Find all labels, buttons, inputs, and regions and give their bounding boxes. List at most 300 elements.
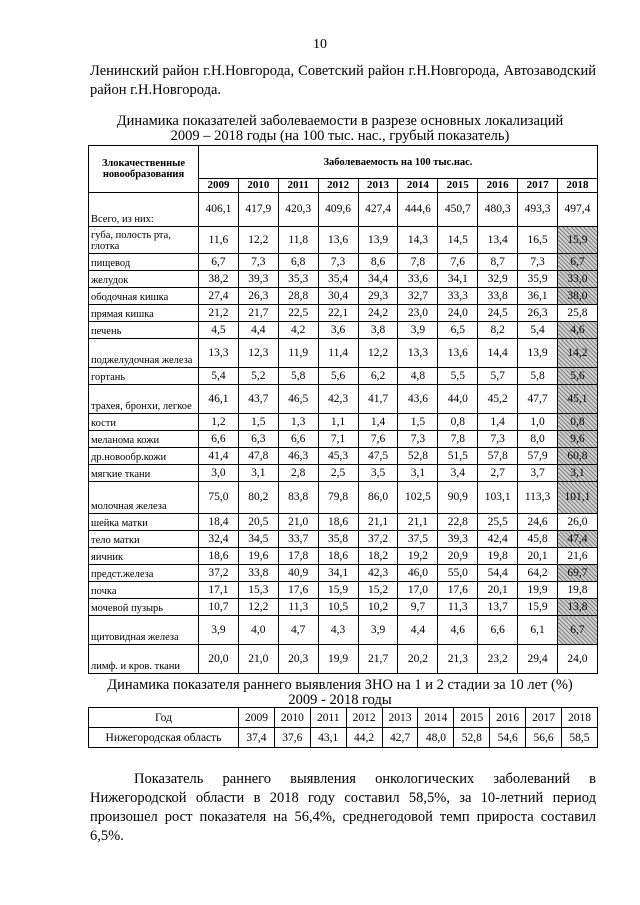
table-row	[89, 448, 598, 465]
value-cell: 0,8	[558, 414, 598, 431]
value-cell: 29,3	[358, 288, 398, 305]
table-row	[89, 548, 598, 565]
value-cell: 13,9	[518, 339, 558, 368]
table-row	[89, 322, 598, 339]
table1-title-line2: 2009 – 2018 годы (на 100 тыс. нас., грубый показатель)	[170, 128, 510, 144]
table-row	[89, 414, 598, 431]
value-cell: 45,8	[518, 531, 558, 548]
value-cell: 3,1	[398, 465, 438, 482]
value-cell: 26,0	[558, 514, 598, 531]
value-cell: 37,4	[239, 728, 275, 748]
value-cell: 5,5	[438, 368, 478, 385]
value-cell: 37,5	[398, 531, 438, 548]
value-cell: 6,2	[358, 368, 398, 385]
table1-title-line1: Динамика показателей заболеваемости в разрезе основных локализаций	[116, 113, 564, 129]
value-cell: 21,1	[398, 514, 438, 531]
value-cell: 4,2	[278, 322, 318, 339]
value-cell: 12,2	[358, 339, 398, 368]
value-cell: 64,2	[518, 565, 558, 582]
value-cell: 5,4	[199, 368, 239, 385]
row-label: прямая кишка	[89, 305, 199, 322]
table-row	[89, 193, 598, 227]
value-cell: 6,6	[199, 431, 239, 448]
year-header-cell: 2017	[526, 708, 562, 728]
table-row	[89, 599, 598, 616]
value-cell: 17,0	[398, 582, 438, 599]
value-cell: 42,3	[318, 385, 358, 414]
row-label: щитовидная железа	[89, 616, 199, 645]
value-cell: 6,7	[199, 254, 239, 271]
value-cell: 3,7	[518, 465, 558, 482]
value-cell: 19,2	[398, 548, 438, 565]
value-cell: 43,7	[238, 385, 278, 414]
value-cell: 33,7	[278, 531, 318, 548]
value-cell: 20,5	[238, 514, 278, 531]
value-cell: 33,6	[398, 271, 438, 288]
value-cell: 34,5	[238, 531, 278, 548]
value-cell: 102,5	[398, 482, 438, 514]
value-cell: 20,1	[478, 582, 518, 599]
value-cell: 13,6	[318, 227, 358, 254]
value-cell: 6,5	[438, 322, 478, 339]
value-cell: 25,5	[478, 514, 518, 531]
table-row	[89, 227, 598, 254]
table-row	[89, 339, 598, 368]
value-cell: 21,0	[238, 645, 278, 674]
value-cell: 22,8	[438, 514, 478, 531]
value-cell: 6,7	[558, 616, 598, 645]
value-cell: 34,4	[358, 271, 398, 288]
value-cell: 19,8	[478, 548, 518, 565]
table-row	[89, 565, 598, 582]
value-cell: 30,4	[318, 288, 358, 305]
table-row	[89, 582, 598, 599]
row-label: тело матки	[89, 531, 199, 548]
value-cell: 24,6	[518, 514, 558, 531]
value-cell: 3,1	[558, 465, 598, 482]
year-header-cell: 2009	[199, 179, 239, 193]
value-cell: 17,6	[438, 582, 478, 599]
value-cell: 5,7	[478, 368, 518, 385]
value-cell: 23,0	[398, 305, 438, 322]
value-cell: 47,7	[518, 385, 558, 414]
table-row	[89, 271, 598, 288]
value-cell: 46,3	[278, 448, 318, 465]
value-cell: 20,0	[199, 645, 239, 674]
value-cell: 26,3	[238, 288, 278, 305]
value-cell: 21,2	[199, 305, 239, 322]
row-label: лимф. и кров. ткани	[89, 645, 199, 674]
value-cell: 46,1	[199, 385, 239, 414]
value-cell: 33,8	[238, 565, 278, 582]
row-label: др.новообр.кожи	[89, 448, 199, 465]
year-header-cell: 2014	[418, 708, 454, 728]
year-header-cell: 2009	[239, 708, 275, 728]
value-cell: 101,1	[558, 482, 598, 514]
value-cell: 42,4	[478, 531, 518, 548]
row-label: Всего, из них:	[89, 193, 199, 227]
table1-title	[80, 114, 600, 144]
table-row	[89, 531, 598, 548]
value-cell: 45,2	[478, 385, 518, 414]
value-cell: 3,0	[199, 465, 239, 482]
row-label: мочевой пузырь	[89, 599, 199, 616]
value-cell: 9,6	[558, 431, 598, 448]
year-header-cell: 2011	[278, 179, 318, 193]
value-cell: 6,8	[278, 254, 318, 271]
value-cell: 3,9	[398, 322, 438, 339]
row-label: трахея, бронхи, легкое	[89, 385, 199, 414]
value-cell: 58,5	[562, 728, 598, 748]
value-cell: 69,7	[558, 565, 598, 582]
value-cell: 38,0	[558, 288, 598, 305]
value-cell: 80,2	[238, 482, 278, 514]
row-label: меланома кожи	[89, 431, 199, 448]
value-cell: 38,2	[199, 271, 239, 288]
value-cell: 8,6	[358, 254, 398, 271]
value-cell: 6,3	[238, 431, 278, 448]
value-cell: 427,4	[358, 193, 398, 227]
value-cell: 1,0	[518, 414, 558, 431]
value-cell: 7,6	[438, 254, 478, 271]
value-cell: 493,3	[518, 193, 558, 227]
value-cell: 42,7	[382, 728, 418, 748]
intro-paragraph: Ленинский район г.Н.Новгорода, Советский район г.Н.Новгорода, Автозаводский район г.Н.Новгорода.	[90, 63, 596, 98]
table1-header-incidence: Заболеваемость на 100 тыс.нас.	[199, 146, 598, 179]
value-cell: 15,2	[358, 582, 398, 599]
value-cell: 4,0	[238, 616, 278, 645]
value-cell: 37,2	[199, 565, 239, 582]
row-label: почка	[89, 582, 199, 599]
early-detection-table	[88, 707, 598, 748]
value-cell: 3,4	[438, 465, 478, 482]
value-cell: 45,3	[318, 448, 358, 465]
value-cell: 37,2	[358, 531, 398, 548]
value-cell: 8,2	[478, 322, 518, 339]
value-cell: 11,9	[278, 339, 318, 368]
table1-header-row	[89, 146, 598, 179]
value-cell: 7,8	[398, 254, 438, 271]
value-cell: 14,2	[558, 339, 598, 368]
value-cell: 9,7	[398, 599, 438, 616]
value-cell: 19,6	[238, 548, 278, 565]
value-cell: 15,9	[518, 599, 558, 616]
value-cell: 33,3	[438, 288, 478, 305]
value-cell: 4,6	[438, 616, 478, 645]
value-cell: 7,6	[358, 431, 398, 448]
table2-region-label: Нижегородская область	[89, 728, 239, 748]
value-cell: 52,8	[398, 448, 438, 465]
value-cell: 5,8	[518, 368, 558, 385]
table-row	[89, 305, 598, 322]
value-cell: 113,3	[518, 482, 558, 514]
value-cell: 37,6	[274, 728, 310, 748]
value-cell: 32,4	[199, 531, 239, 548]
value-cell: 23,2	[478, 645, 518, 674]
year-header-cell: 2011	[310, 708, 346, 728]
value-cell: 13,3	[398, 339, 438, 368]
value-cell: 11,3	[438, 599, 478, 616]
incidence-table	[88, 145, 598, 674]
value-cell: 18,6	[318, 548, 358, 565]
value-cell: 7,3	[478, 431, 518, 448]
value-cell: 12,3	[238, 339, 278, 368]
value-cell: 11,4	[318, 339, 358, 368]
value-cell: 26,3	[518, 305, 558, 322]
value-cell: 3,5	[358, 465, 398, 482]
value-cell: 10,2	[358, 599, 398, 616]
value-cell: 11,6	[199, 227, 239, 254]
value-cell: 497,4	[558, 193, 598, 227]
value-cell: 1,4	[478, 414, 518, 431]
value-cell: 6,7	[558, 254, 598, 271]
value-cell: 4,5	[199, 322, 239, 339]
value-cell: 10,7	[199, 599, 239, 616]
value-cell: 41,7	[358, 385, 398, 414]
value-cell: 444,6	[398, 193, 438, 227]
value-cell: 417,9	[238, 193, 278, 227]
page-number: 10	[313, 37, 327, 52]
table2-header-year: Год	[89, 708, 239, 728]
value-cell: 5,6	[318, 368, 358, 385]
value-cell: 14,3	[398, 227, 438, 254]
year-header-cell: 2017	[518, 179, 558, 193]
value-cell: 13,6	[438, 339, 478, 368]
value-cell: 20,2	[398, 645, 438, 674]
value-cell: 79,8	[318, 482, 358, 514]
value-cell: 21,7	[358, 645, 398, 674]
value-cell: 39,3	[238, 271, 278, 288]
value-cell: 55,0	[438, 565, 478, 582]
row-label: предст.железа	[89, 565, 199, 582]
value-cell: 3,8	[358, 322, 398, 339]
value-cell: 2,5	[318, 465, 358, 482]
closing-paragraph: Показатель раннего выявления онкологических заболеваний в Нижегородской области в 2018 году составил 58,5%, за 10-летний период произошел рост показателя на 56,4%, среднегодовой темп прироста составил 6,5%.	[90, 771, 596, 844]
value-cell: 41,4	[199, 448, 239, 465]
value-cell: 406,1	[199, 193, 239, 227]
value-cell: 36,1	[518, 288, 558, 305]
value-cell: 54,6	[490, 728, 526, 748]
value-cell: 90,9	[438, 482, 478, 514]
value-cell: 18,6	[318, 514, 358, 531]
value-cell: 57,8	[478, 448, 518, 465]
value-cell: 35,4	[318, 271, 358, 288]
value-cell: 54,4	[478, 565, 518, 582]
value-cell: 4,8	[398, 368, 438, 385]
year-header-cell: 2015	[454, 708, 490, 728]
value-cell: 13,7	[478, 599, 518, 616]
value-cell: 35,8	[318, 531, 358, 548]
value-cell: 32,7	[398, 288, 438, 305]
value-cell: 8,0	[518, 431, 558, 448]
value-cell: 44,2	[346, 728, 382, 748]
value-cell: 4,7	[278, 616, 318, 645]
table-row	[89, 431, 598, 448]
value-cell: 60,8	[558, 448, 598, 465]
value-cell: 48,0	[418, 728, 454, 748]
value-cell: 1,4	[358, 414, 398, 431]
value-cell: 16,5	[518, 227, 558, 254]
row-label: пищевод	[89, 254, 199, 271]
year-header-cell: 2012	[318, 179, 358, 193]
value-cell: 20,9	[438, 548, 478, 565]
year-header-cell: 2013	[382, 708, 418, 728]
value-cell: 56,6	[526, 728, 562, 748]
value-cell: 12,2	[238, 599, 278, 616]
value-cell: 47,8	[238, 448, 278, 465]
year-header-cell: 2010	[238, 179, 278, 193]
value-cell: 24,2	[358, 305, 398, 322]
value-cell: 17,1	[199, 582, 239, 599]
table2-title	[80, 678, 600, 708]
row-label: молочная железа	[89, 482, 199, 514]
value-cell: 27,4	[199, 288, 239, 305]
value-cell: 3,6	[318, 322, 358, 339]
value-cell: 19,9	[518, 582, 558, 599]
value-cell: 3,1	[238, 465, 278, 482]
value-cell: 10,5	[318, 599, 358, 616]
table-row	[89, 482, 598, 514]
value-cell: 21,7	[238, 305, 278, 322]
value-cell: 33,8	[478, 288, 518, 305]
value-cell: 4,6	[558, 322, 598, 339]
table-row	[89, 465, 598, 482]
value-cell: 2,8	[278, 465, 318, 482]
row-label: печень	[89, 322, 199, 339]
value-cell: 24,0	[558, 645, 598, 674]
value-cell: 7,3	[398, 431, 438, 448]
value-cell: 3,9	[358, 616, 398, 645]
value-cell: 19,9	[318, 645, 358, 674]
value-cell: 86,0	[358, 482, 398, 514]
value-cell: 46,0	[398, 565, 438, 582]
value-cell: 14,5	[438, 227, 478, 254]
value-cell: 15,3	[238, 582, 278, 599]
value-cell: 6,6	[478, 616, 518, 645]
value-cell: 11,8	[278, 227, 318, 254]
value-cell: 52,8	[454, 728, 490, 748]
value-cell: 5,6	[558, 368, 598, 385]
table2-values-row	[89, 728, 598, 748]
value-cell: 32,9	[478, 271, 518, 288]
value-cell: 0,8	[438, 414, 478, 431]
value-cell: 22,1	[318, 305, 358, 322]
value-cell: 5,4	[518, 322, 558, 339]
table-row	[89, 616, 598, 645]
table-row	[89, 288, 598, 305]
value-cell: 4,4	[398, 616, 438, 645]
value-cell: 24,0	[438, 305, 478, 322]
value-cell: 17,6	[278, 582, 318, 599]
value-cell: 83,8	[278, 482, 318, 514]
value-cell: 450,7	[438, 193, 478, 227]
year-header-cell: 2014	[398, 179, 438, 193]
value-cell: 51,5	[438, 448, 478, 465]
value-cell: 21,1	[358, 514, 398, 531]
value-cell: 39,3	[438, 531, 478, 548]
value-cell: 13,4	[478, 227, 518, 254]
year-header-cell: 2012	[346, 708, 382, 728]
table-row	[89, 645, 598, 674]
value-cell: 11,3	[278, 599, 318, 616]
row-label: кости	[89, 414, 199, 431]
value-cell: 57,9	[518, 448, 558, 465]
value-cell: 1,5	[238, 414, 278, 431]
value-cell: 2,7	[478, 465, 518, 482]
value-cell: 42,3	[358, 565, 398, 582]
value-cell: 7,3	[518, 254, 558, 271]
value-cell: 3,9	[199, 616, 239, 645]
value-cell: 29,4	[518, 645, 558, 674]
year-header-cell: 2013	[358, 179, 398, 193]
row-label: яичник	[89, 548, 199, 565]
table1-header-neoplasms: Злокачественные новообразования	[89, 146, 199, 193]
value-cell: 7,8	[438, 431, 478, 448]
value-cell: 7,1	[318, 431, 358, 448]
value-cell: 18,2	[358, 548, 398, 565]
table2-title-line1: Динамика показателя раннего выявления ЗНО на 1 и 2 стадии за 10 лет (%)	[107, 677, 573, 693]
value-cell: 43,6	[398, 385, 438, 414]
value-cell: 47,4	[558, 531, 598, 548]
year-header-cell: 2018	[558, 179, 598, 193]
table-row	[89, 514, 598, 531]
value-cell: 28,8	[278, 288, 318, 305]
value-cell: 4,4	[238, 322, 278, 339]
value-cell: 15,9	[318, 582, 358, 599]
value-cell: 19,8	[558, 582, 598, 599]
row-label: поджелудочная железа	[89, 339, 199, 368]
value-cell: 35,3	[278, 271, 318, 288]
value-cell: 13,3	[199, 339, 239, 368]
value-cell: 4,3	[318, 616, 358, 645]
value-cell: 13,8	[558, 599, 598, 616]
row-label: шейка матки	[89, 514, 199, 531]
table-row	[89, 254, 598, 271]
table-row	[89, 368, 598, 385]
value-cell: 35,9	[518, 271, 558, 288]
table2-years-row	[89, 708, 598, 728]
value-cell: 21,0	[278, 514, 318, 531]
value-cell: 7,3	[318, 254, 358, 271]
value-cell: 14,4	[478, 339, 518, 368]
value-cell: 75,0	[199, 482, 239, 514]
value-cell: 5,2	[238, 368, 278, 385]
value-cell: 33,0	[558, 271, 598, 288]
value-cell: 46,5	[278, 385, 318, 414]
value-cell: 45,1	[558, 385, 598, 414]
value-cell: 1,3	[278, 414, 318, 431]
year-header-cell: 2016	[478, 179, 518, 193]
value-cell: 8,7	[478, 254, 518, 271]
value-cell: 21,6	[558, 548, 598, 565]
value-cell: 420,3	[278, 193, 318, 227]
year-header-cell: 2016	[490, 708, 526, 728]
value-cell: 44,0	[438, 385, 478, 414]
table-row	[89, 385, 598, 414]
value-cell: 12,2	[238, 227, 278, 254]
value-cell: 480,3	[478, 193, 518, 227]
value-cell: 1,2	[199, 414, 239, 431]
value-cell: 15,9	[558, 227, 598, 254]
row-label: губа, полость рта, глотка	[89, 227, 199, 254]
value-cell: 6,6	[278, 431, 318, 448]
value-cell: 1,5	[398, 414, 438, 431]
value-cell: 13,9	[358, 227, 398, 254]
row-label: мягкие ткани	[89, 465, 199, 482]
row-label: ободочная кишка	[89, 288, 199, 305]
value-cell: 25,8	[558, 305, 598, 322]
value-cell: 6,1	[518, 616, 558, 645]
